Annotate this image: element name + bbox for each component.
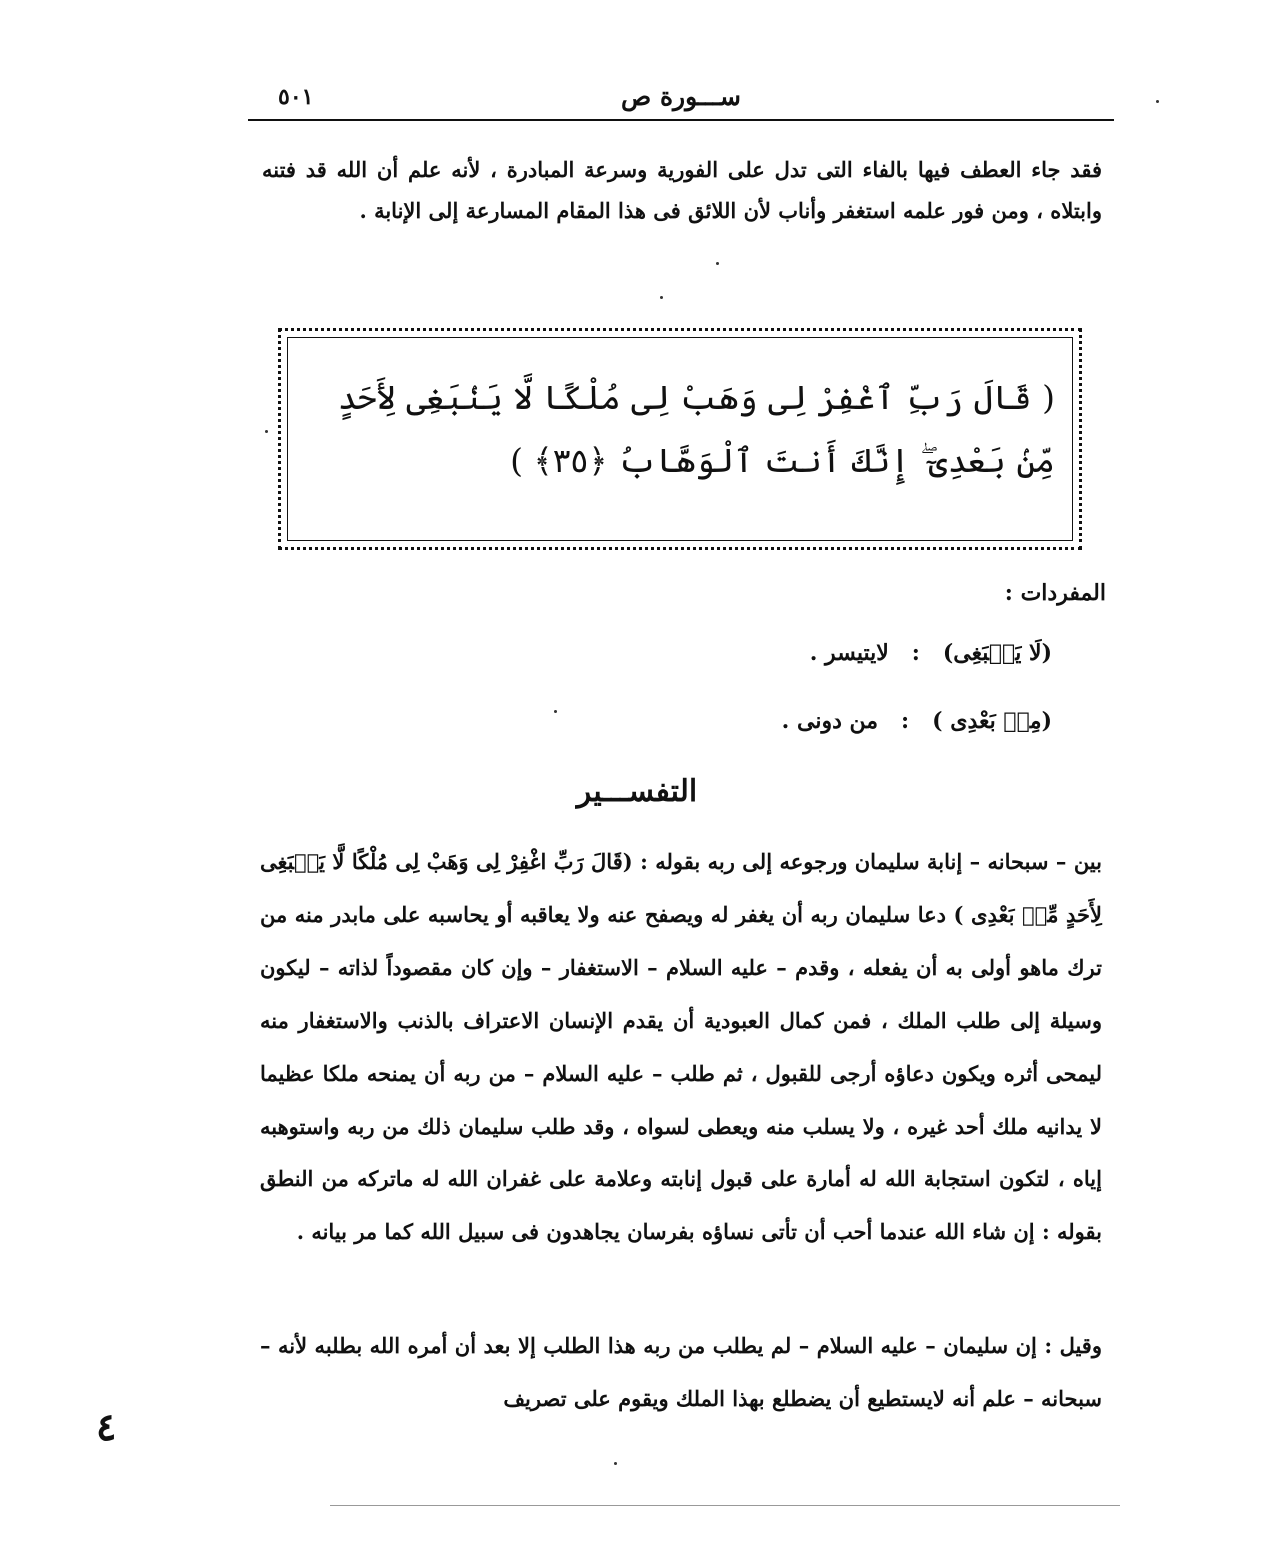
vocabulary-item — [782, 708, 1052, 734]
bottom-rule — [330, 1505, 1120, 1506]
page-number: ٥٠١ — [278, 84, 314, 110]
vocabulary-meaning: من دونى . — [781, 708, 879, 734]
speck — [716, 262, 719, 265]
vocabulary-term: (لَا يَنۢبَغِى) — [942, 640, 1052, 666]
page-header — [248, 78, 1114, 120]
tafsir-heading: التفســـير — [576, 774, 698, 809]
margin-mark: ٤ — [96, 1404, 117, 1449]
header-rule — [248, 119, 1114, 121]
speck — [660, 296, 663, 299]
tafsir-paragraph: بين – سبحانه – إنابة سليمان ورجوعه إلى ربه بقوله : (قَالَ رَبِّ اغْفِرْ لِى وَهَبْ لِى مُلْكًا لَّا يَنۢبَغِى لِأَحَدٍ مِّنۢ بَعْدِى ) دعا سليمان ربه أن يغفر له ويصفح عنه ولا يعاقبه أو يحاسبه على مابدر منه من ترك ماهو أولى به أن يفعله ، وقدم – عليه السلام – الاستغفار – وإن كان مقصوداً لذاته – ليكون وسيلة إلى طلب الملك ، فمن كمال العبودية أن يقدم الإنسان الاعتراف بالذنب والاستغفار منه ليمحى أثره ويكون دعاؤه أرجى للقبول ، ثم طلب – عليه السلام – من ربه أن يمنحه ملكا عظيما لا يدانيه ملك أحد غيره ، ولا يسلب منه ويعطى لسواه ، وقد طلب سليمان ذلك من ربه واستوهبه إياه ، لتكون استجابة الله له أمارة على قبول إنابته وعلامة على غفران الله له ماتركه من النطق بقوله : إن شاء الله عندما أحب أن تأتى نساؤه بفرسان يجاهدون فى سبيل الله كما مر بيانه . — [260, 849, 1102, 1245]
speck — [265, 430, 268, 433]
tafsir-paragraph: وقيل : إن سليمان – عليه السلام – لم يطلب من ربه هذا الطلب إلا بعد أن أمره الله بطلبه لأنه – سبحانه – علم أنه لايستطيع أن يضطلع بهذا الملك ويقوم على تصريف — [260, 1333, 1102, 1411]
vocabulary-title: المفردات : — [1004, 580, 1106, 606]
intro-paragraph: فقد جاء العطف فيها بالفاء التى تدل على الفورية وسرعة المبادرة ، لأنه علم أن الله قد فتنه وابتلاه ، ومن فور علمه استغفر وأناب لأن اللائق فى هذا المقام المسارعة إلى الإنابة . — [262, 157, 1102, 223]
quran-verse: ( قَالَ رَبِّ ٱغْفِرْ لِى وَهَبْ لِى مُلْكًا لَّا يَنۢبَغِى لِأَحَدٍ مِّنۢ بَعْدِىٓ ۖ إِنَّكَ أَنتَ ٱلْوَهَّابُ ﴿٣٥﴾ ) — [337, 378, 1055, 480]
surah-title: ســـورة ص — [621, 82, 741, 111]
vocabulary-separator: : — [911, 640, 920, 666]
vocabulary-separator: : — [901, 708, 910, 734]
vocabulary-meaning: لايتيسر . — [809, 640, 889, 666]
speck — [554, 710, 557, 713]
speck — [614, 1462, 617, 1465]
verse-frame — [278, 328, 1082, 550]
vocabulary-item — [810, 640, 1052, 666]
vocabulary-term: (مِنۢ بَعْدِى ) — [932, 708, 1052, 734]
speck — [1156, 100, 1159, 103]
